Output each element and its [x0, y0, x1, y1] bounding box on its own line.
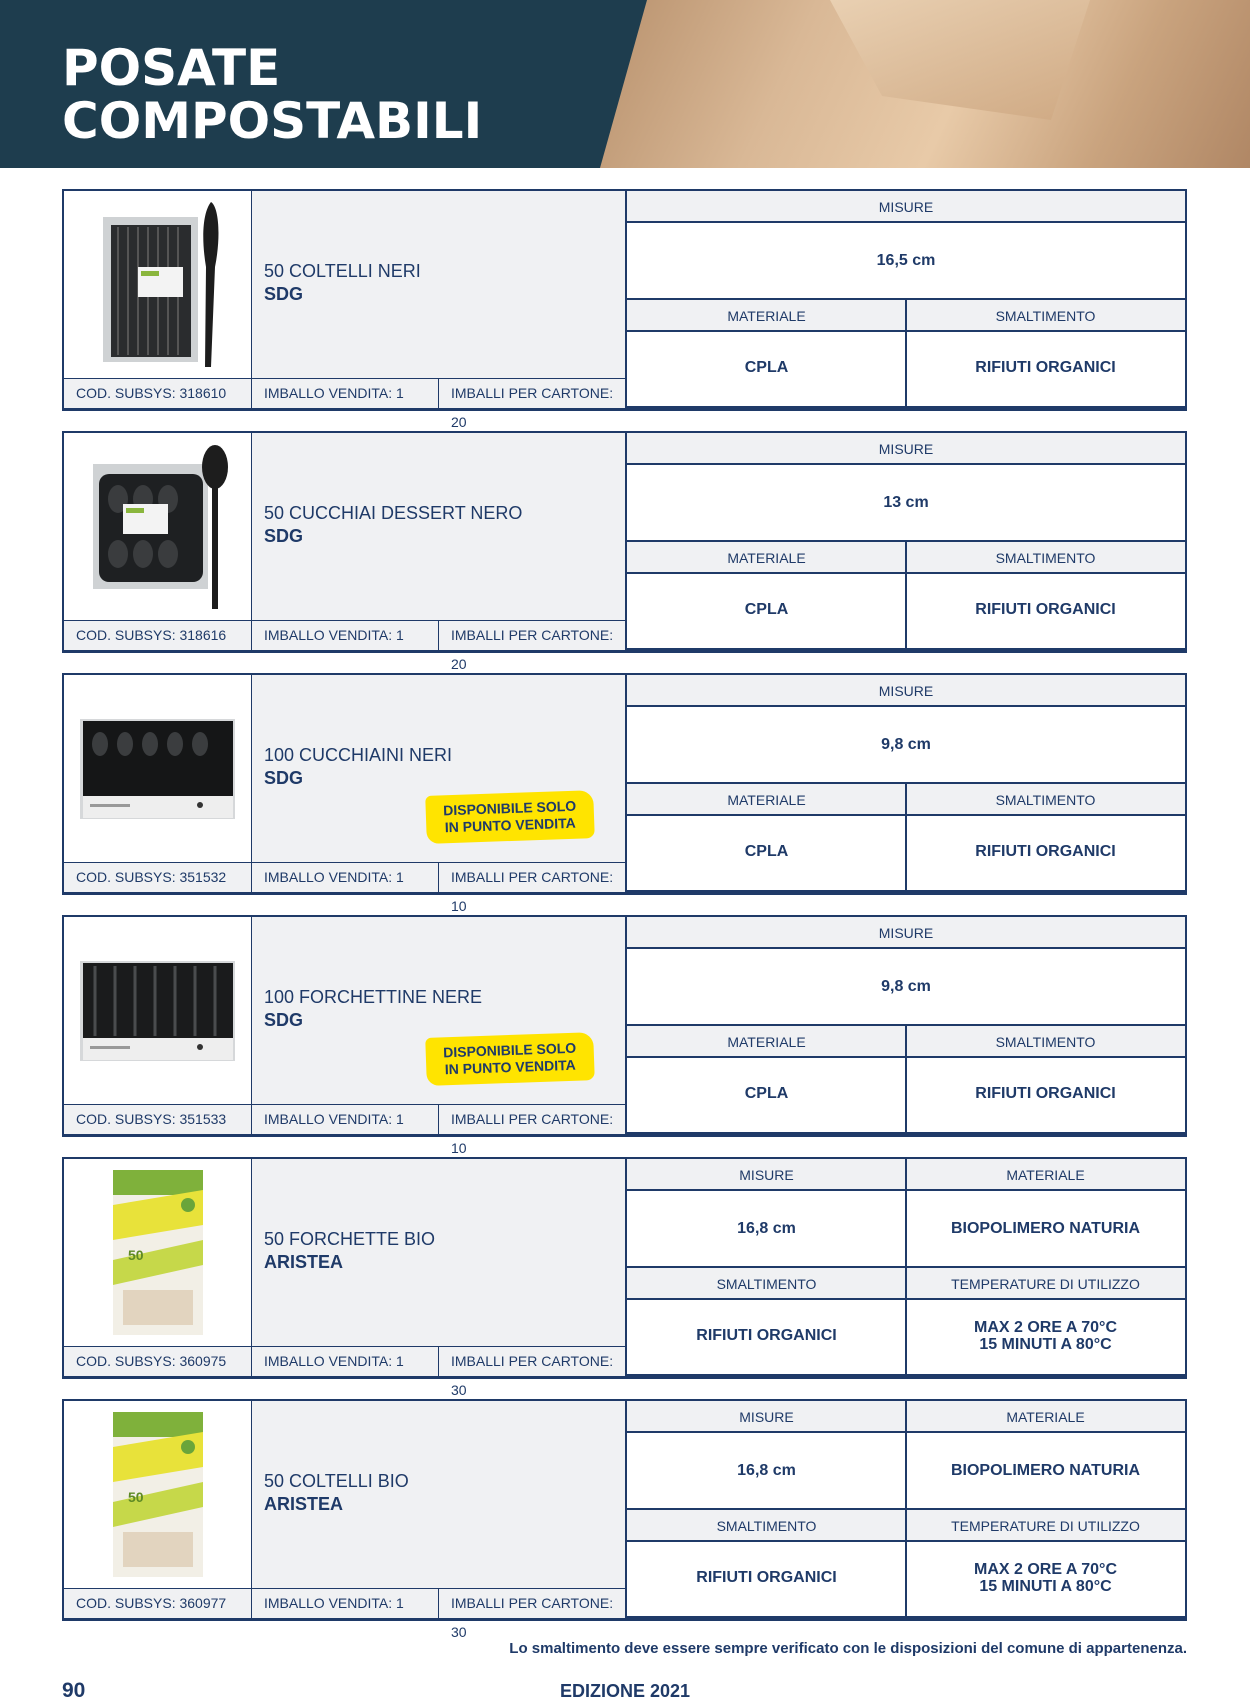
product-codes [64, 1588, 627, 1640]
fork-box-icon [75, 951, 240, 1071]
materiale-header: MATERIALE [627, 784, 906, 816]
subsys-code: COD. SUBSYS: 318616 [64, 621, 252, 650]
subsys-code: COD. SUBSYS: 360975 [64, 1347, 252, 1376]
teaspoon-box-icon [75, 709, 240, 829]
product-brand: SDG [264, 768, 304, 788]
spec-table [627, 917, 1185, 1134]
edition-label: EDIZIONE 2021 [560, 1681, 691, 1701]
materiale-header: MATERIALE [627, 300, 906, 332]
misure-header: MISURE [627, 675, 1185, 707]
spec-table [627, 191, 1185, 408]
availability-stamp: DISPONIBILE SOLO IN PUNTO VENDITA [425, 790, 595, 844]
spec-table [627, 675, 1185, 892]
product-card [62, 189, 1187, 430]
imballi-per-cartone: IMBALLI PER CARTONE: 30 [439, 1347, 627, 1376]
subsys-code: COD. SUBSYS: 318610 [64, 379, 252, 408]
imballi-per-cartone: IMBALLI PER CARTONE: 20 [439, 621, 627, 650]
page-header [0, 0, 1250, 168]
product-codes [64, 1346, 627, 1398]
spec-table [627, 1401, 1185, 1618]
product-brand: ARISTEA [264, 1494, 344, 1514]
column-divider [905, 542, 907, 650]
page-title: POSATE COMPOSTABILI [62, 39, 483, 150]
smaltimento-header: SMALTIMENTO [627, 1268, 906, 1300]
materiale-value: CPLA [744, 1085, 789, 1102]
product-image [64, 1159, 252, 1346]
imballi-per-cartone: IMBALLI PER CARTONE: 10 [439, 1105, 627, 1134]
product-image [64, 1401, 252, 1588]
product-image [64, 191, 252, 378]
product-card [62, 915, 1187, 1156]
smaltimento-header: SMALTIMENTO [906, 542, 1185, 574]
product-info [252, 1401, 627, 1588]
page-number: 90 [62, 1679, 86, 1702]
misure-header: MISURE [627, 1159, 906, 1191]
product-codes [64, 862, 627, 914]
product-info [252, 1159, 627, 1346]
materiale-value: CPLA [744, 843, 789, 860]
materiale-header: MATERIALE [906, 1159, 1185, 1191]
disposal-note: Lo smaltimento deve essere sempre verificato con le disposizioni del comune di appartenenza. [509, 1640, 1187, 1657]
temperature-value: MAX 2 ORE A 70°C 15 MINUTI A 80°C [973, 1318, 1118, 1353]
misure-value: 16,8 cm [627, 1433, 906, 1510]
column-divider [905, 1159, 907, 1376]
availability-stamp: DISPONIBILE SOLO IN PUNTO VENDITA [425, 1032, 595, 1086]
product-codes [64, 1104, 627, 1156]
misure-header: MISURE [627, 917, 1185, 949]
imballo-vendita: IMBALLO VENDITA: 1 [252, 1589, 439, 1618]
temperature-header: TEMPERATURE DI UTILIZZO [906, 1510, 1185, 1542]
materiale-header: MATERIALE [627, 1026, 906, 1058]
materiale-value: BIOPOLIMERO NATURIA [906, 1433, 1185, 1510]
product-name: 50 CUCCHIAI DESSERT NERO [264, 503, 523, 523]
smaltimento-header: SMALTIMENTO [627, 1510, 906, 1542]
smaltimento-value: RIFIUTI ORGANICI [975, 601, 1116, 618]
smaltimento-header: SMALTIMENTO [906, 784, 1185, 816]
product-brand: SDG [264, 1010, 304, 1030]
bio-knife-pack-icon [103, 1407, 213, 1582]
imballo-vendita: IMBALLO VENDITA: 1 [252, 863, 439, 892]
smaltimento-value: RIFIUTI ORGANICI [696, 1569, 837, 1586]
materiale-header: MATERIALE [906, 1401, 1185, 1433]
bio-fork-pack-icon [103, 1165, 213, 1340]
misure-header: MISURE [627, 191, 1185, 223]
product-card [62, 431, 1187, 672]
cardboard-box-photo [600, 0, 1250, 168]
product-card [62, 1157, 1187, 1398]
imballi-per-cartone: IMBALLI PER CARTONE: 20 [439, 379, 627, 408]
column-divider [905, 784, 907, 892]
smaltimento-value: RIFIUTI ORGANICI [975, 359, 1116, 376]
spec-table [627, 433, 1185, 650]
imballi-per-cartone: IMBALLI PER CARTONE: 30 [439, 1589, 627, 1618]
product-codes [64, 620, 627, 672]
imballo-vendita: IMBALLO VENDITA: 1 [252, 621, 439, 650]
product-card [62, 673, 1187, 914]
smaltimento-value: RIFIUTI ORGANICI [696, 1327, 837, 1344]
product-name: 100 FORCHETTINE NERE [264, 987, 483, 1007]
column-divider [905, 300, 907, 408]
product-brand: SDG [264, 284, 304, 304]
smaltimento-value: RIFIUTI ORGANICI [975, 1085, 1116, 1102]
subsys-code: COD. SUBSYS: 360977 [64, 1589, 252, 1618]
materiale-value: CPLA [744, 359, 789, 376]
materiale-value: CPLA [744, 601, 789, 618]
misure-value: 9,8 cm [627, 949, 1185, 1026]
misure-value: 16,8 cm [627, 1191, 906, 1268]
smaltimento-header: SMALTIMENTO [906, 300, 1185, 332]
product-image [64, 675, 252, 862]
product-codes [64, 378, 627, 430]
imballo-vendita: IMBALLO VENDITA: 1 [252, 379, 439, 408]
misure-header: MISURE [627, 1401, 906, 1433]
temperature-value: MAX 2 ORE A 70°C 15 MINUTI A 80°C [973, 1560, 1118, 1595]
materiale-value: BIOPOLIMERO NATURIA [906, 1191, 1185, 1268]
misure-value: 9,8 cm [627, 707, 1185, 784]
product-name: 50 COLTELLI BIO [264, 1471, 409, 1491]
product-card [62, 1399, 1187, 1640]
product-info [252, 675, 627, 862]
product-name: 50 FORCHETTE BIO [264, 1229, 436, 1249]
product-name: 100 CUCCHIAINI NERI [264, 745, 453, 765]
product-image [64, 917, 252, 1104]
svg-text:50: 50 [127, 1247, 144, 1263]
smaltimento-value: RIFIUTI ORGANICI [975, 843, 1116, 860]
column-divider [905, 1401, 907, 1618]
smaltimento-header: SMALTIMENTO [906, 1026, 1185, 1058]
subsys-code: COD. SUBSYS: 351532 [64, 863, 252, 892]
imballi-per-cartone: IMBALLI PER CARTONE: 10 [439, 863, 627, 892]
spoon-pack-icon [83, 439, 233, 614]
column-divider [905, 1026, 907, 1134]
product-info [252, 191, 627, 378]
product-brand: SDG [264, 526, 304, 546]
knife-pack-icon [83, 197, 233, 372]
spec-table [627, 1159, 1185, 1376]
product-brand: ARISTEA [264, 1252, 344, 1272]
misure-header: MISURE [627, 433, 1185, 465]
product-image [64, 433, 252, 620]
misure-value: 16,5 cm [627, 223, 1185, 300]
product-info [252, 433, 627, 620]
imballo-vendita: IMBALLO VENDITA: 1 [252, 1105, 439, 1134]
product-info [252, 917, 627, 1104]
svg-text:50: 50 [127, 1489, 144, 1505]
imballo-vendita: IMBALLO VENDITA: 1 [252, 1347, 439, 1376]
misure-value: 13 cm [627, 465, 1185, 542]
temperature-header: TEMPERATURE DI UTILIZZO [906, 1268, 1185, 1300]
materiale-header: MATERIALE [627, 542, 906, 574]
subsys-code: COD. SUBSYS: 351533 [64, 1105, 252, 1134]
product-name: 50 COLTELLI NERI [264, 261, 421, 281]
